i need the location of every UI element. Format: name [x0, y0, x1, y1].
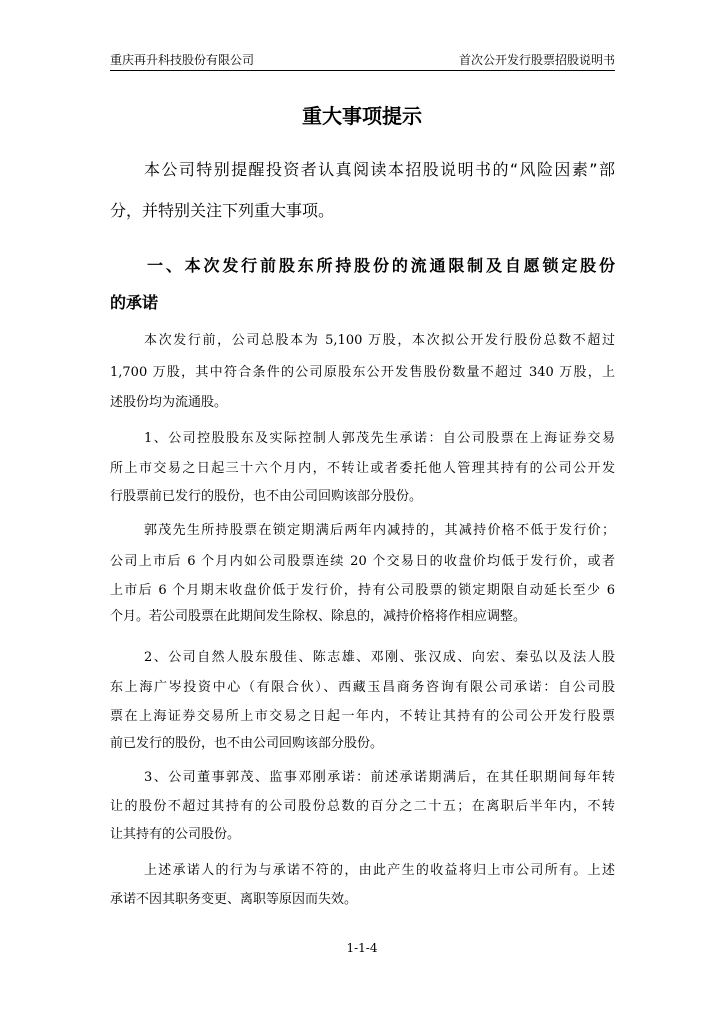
paragraph-line: 票在上海证券交易所上市交易之日起一年内，不转让其持有的公司公开发行股票	[110, 709, 615, 724]
paragraph-line: 1,700 万股，其中符合条件的公司原股东公开发售股份数量不超过 340 万股，上	[110, 365, 615, 380]
header-divider	[110, 70, 615, 71]
paragraph-line: 前已发行的股份，也不由公司回购该部分股份。	[110, 736, 384, 751]
paragraph-line: 上市后 6 个月期末收盘价低于发行价，持有公司股票的锁定期限自动延长至少 6	[110, 583, 615, 598]
page-number: 1-1-4	[346, 941, 378, 955]
paragraph-line: 郭茂先生所持股票在锁定期满后两年内减持的，其减持价格不低于发行价；	[144, 523, 615, 538]
paragraph-line: 2、公司自然人股东殷佳、陈志雄、邓刚、张汉成、向宏、秦弘以及法人股	[144, 650, 615, 665]
paragraph-line: 个月。若公司股票在此期间发生除权、除息的，减持价格将作相应调整。	[110, 609, 527, 624]
page-header	[110, 50, 615, 70]
section-heading: 的承诺	[110, 293, 159, 312]
header-company-name: 重庆再升科技股份有限公司	[110, 53, 255, 67]
paragraph-line: 述股份均为流通股。	[110, 395, 228, 410]
paragraph-line: 行股票前已发行的股份，也不由公司回购该部分股份。	[110, 489, 423, 504]
paragraph-line: 上述承诺人的行为与承诺不符的，由此产生的收益将归上市公司所有。上述	[144, 863, 615, 878]
paragraph-line: 1、公司控股股东及实际控制人郭茂先生承诺：自公司股票在上海证券交易	[144, 431, 615, 446]
page-title: 重大事项提示	[302, 104, 422, 128]
paragraph-line: 让其持有的公司股份。	[110, 827, 241, 842]
section-heading: 一、本次发行前股东所持股份的流通限制及自愿锁定股份	[147, 256, 615, 275]
paragraph-line: 所上市交易之日起三十六个月内，不转让或者委托他人管理其持有的公司公开发	[110, 461, 615, 476]
paragraph-line: 东上海广岑投资中心（有限合伙）、西藏玉昌商务咨询有限公司承诺：自公司股	[110, 680, 615, 695]
intro-line: 分，并特别关注下列重大事项。	[110, 201, 335, 220]
paragraph-line: 公司上市后 6 个月内如公司股票连续 20 个交易日的收盘价均低于发行价，或者	[110, 554, 615, 569]
intro-line: 本公司特别提醒投资者认真阅读本招股说明书的“风险因素”部	[144, 160, 615, 179]
header-document-title: 首次公开发行股票招股说明书	[458, 53, 615, 67]
paragraph-line: 本次发行前，公司总股本为 5,100 万股，本次拟公开发行股份总数不超过	[144, 333, 615, 348]
paragraph-line: 3、公司董事郭茂、监事邓刚承诺：前述承诺期满后，在其任职期间每年转	[144, 770, 615, 785]
paragraph-line: 让的股份不超过其持有的公司股份总数的百分之二十五；在离职后半年内，不转	[110, 799, 615, 814]
paragraph-line: 承诺不因其职务变更、离职等原因而失效。	[110, 892, 358, 907]
